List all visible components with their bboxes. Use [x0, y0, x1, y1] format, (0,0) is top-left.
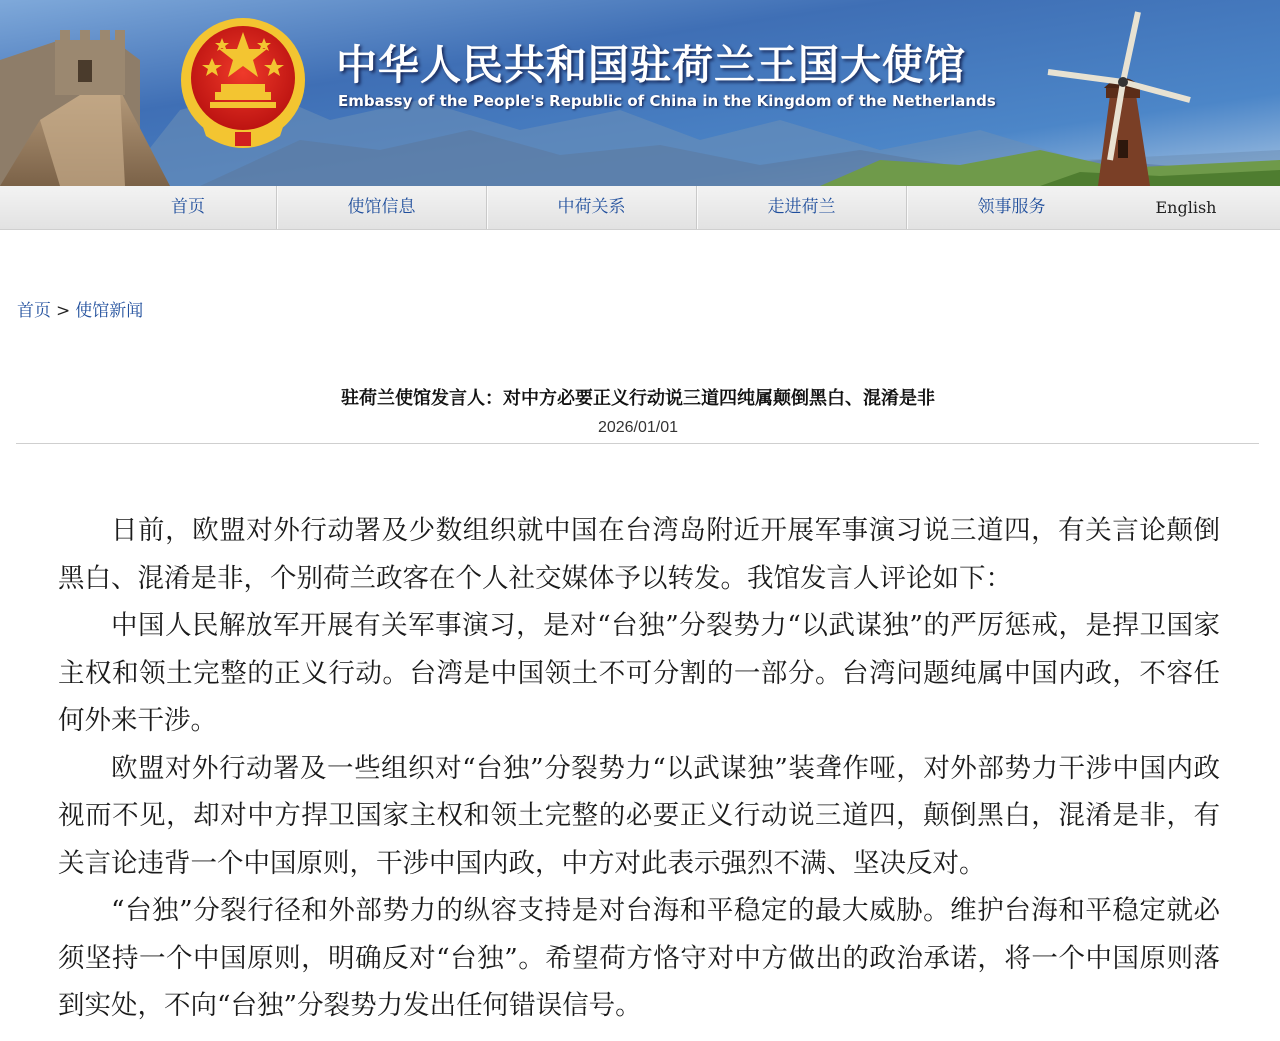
- breadcrumb-current-link[interactable]: 使馆新闻: [75, 301, 144, 321]
- article-paragraph: “台独”分裂行径和外部势力的纵容支持是对台海和平稳定的最大威胁。维护台海和平稳定就必须坚持一个中国原则，明确反对“台独”。希望荷方恪守对中方做出的政治承诺，将一个中国原则落到实处，不向“台独”分裂势力发出任何错误信号。: [58, 895, 1220, 1021]
- title-divider: [16, 443, 1259, 444]
- article-body: [58, 507, 1220, 1030]
- nav-item-home[interactable]: 首页: [171, 197, 205, 217]
- article-paragraph: 日前，欧盟对外行动署及少数组织就中国在台湾岛附近开展军事演习说三道四，有关言论颠倒黑白、混淆是非，个别荷兰政客在个人社交媒体予以转发。我馆发言人评论如下：: [58, 515, 1220, 594]
- breadcrumb-separator: >: [56, 301, 71, 321]
- article-paragraph: 欧盟对外行动署及一些组织对“台独”分裂势力“以武谋独”装聋作哑，对外部势力干涉中国内政视而不见，却对中方捍卫国家主权和领土完整的必要正义行动说三道四，颠倒黑白，混淆是非，有关言论违背一个中国原则，干涉中国内政，中方对此表示强烈不满、坚决反对。: [58, 752, 1220, 879]
- english-language-link[interactable]: English: [1155, 198, 1217, 217]
- site-title: 中华人民共和国驻荷兰王国大使馆: [336, 41, 966, 89]
- nav-item-embassy-info[interactable]: 使馆信息: [347, 197, 416, 217]
- breadcrumb-home-link[interactable]: 首页: [17, 301, 51, 321]
- nav-item-china-netherlands-relations[interactable]: 中荷关系: [557, 197, 626, 217]
- main-nav: [0, 186, 1280, 230]
- article-paragraph: 中国人民解放军开展有关军事演习，是对“台独”分裂势力“以武谋独”的严厉惩戒，是捍卫国家主权和领土完整的正义行动。台湾是中国领土不可分割的一部分。台湾问题纯属中国内政，不容任何外来干涉。: [58, 610, 1220, 736]
- article-title: 驻荷兰使馆发言人：对中方必要正义行动说三道四纯属颠倒黑白、混淆是非: [341, 388, 935, 409]
- site-subtitle: Embassy of the People's Republic of China in the Kingdom of the Netherlands: [338, 92, 996, 110]
- breadcrumb: [17, 296, 143, 321]
- nav-item-consular-services[interactable]: 领事服务: [977, 197, 1046, 217]
- nav-item-about-netherlands[interactable]: 走进荷兰: [767, 197, 836, 217]
- header-banner: [0, 0, 1280, 186]
- article-date: 2026/01/01: [597, 419, 679, 436]
